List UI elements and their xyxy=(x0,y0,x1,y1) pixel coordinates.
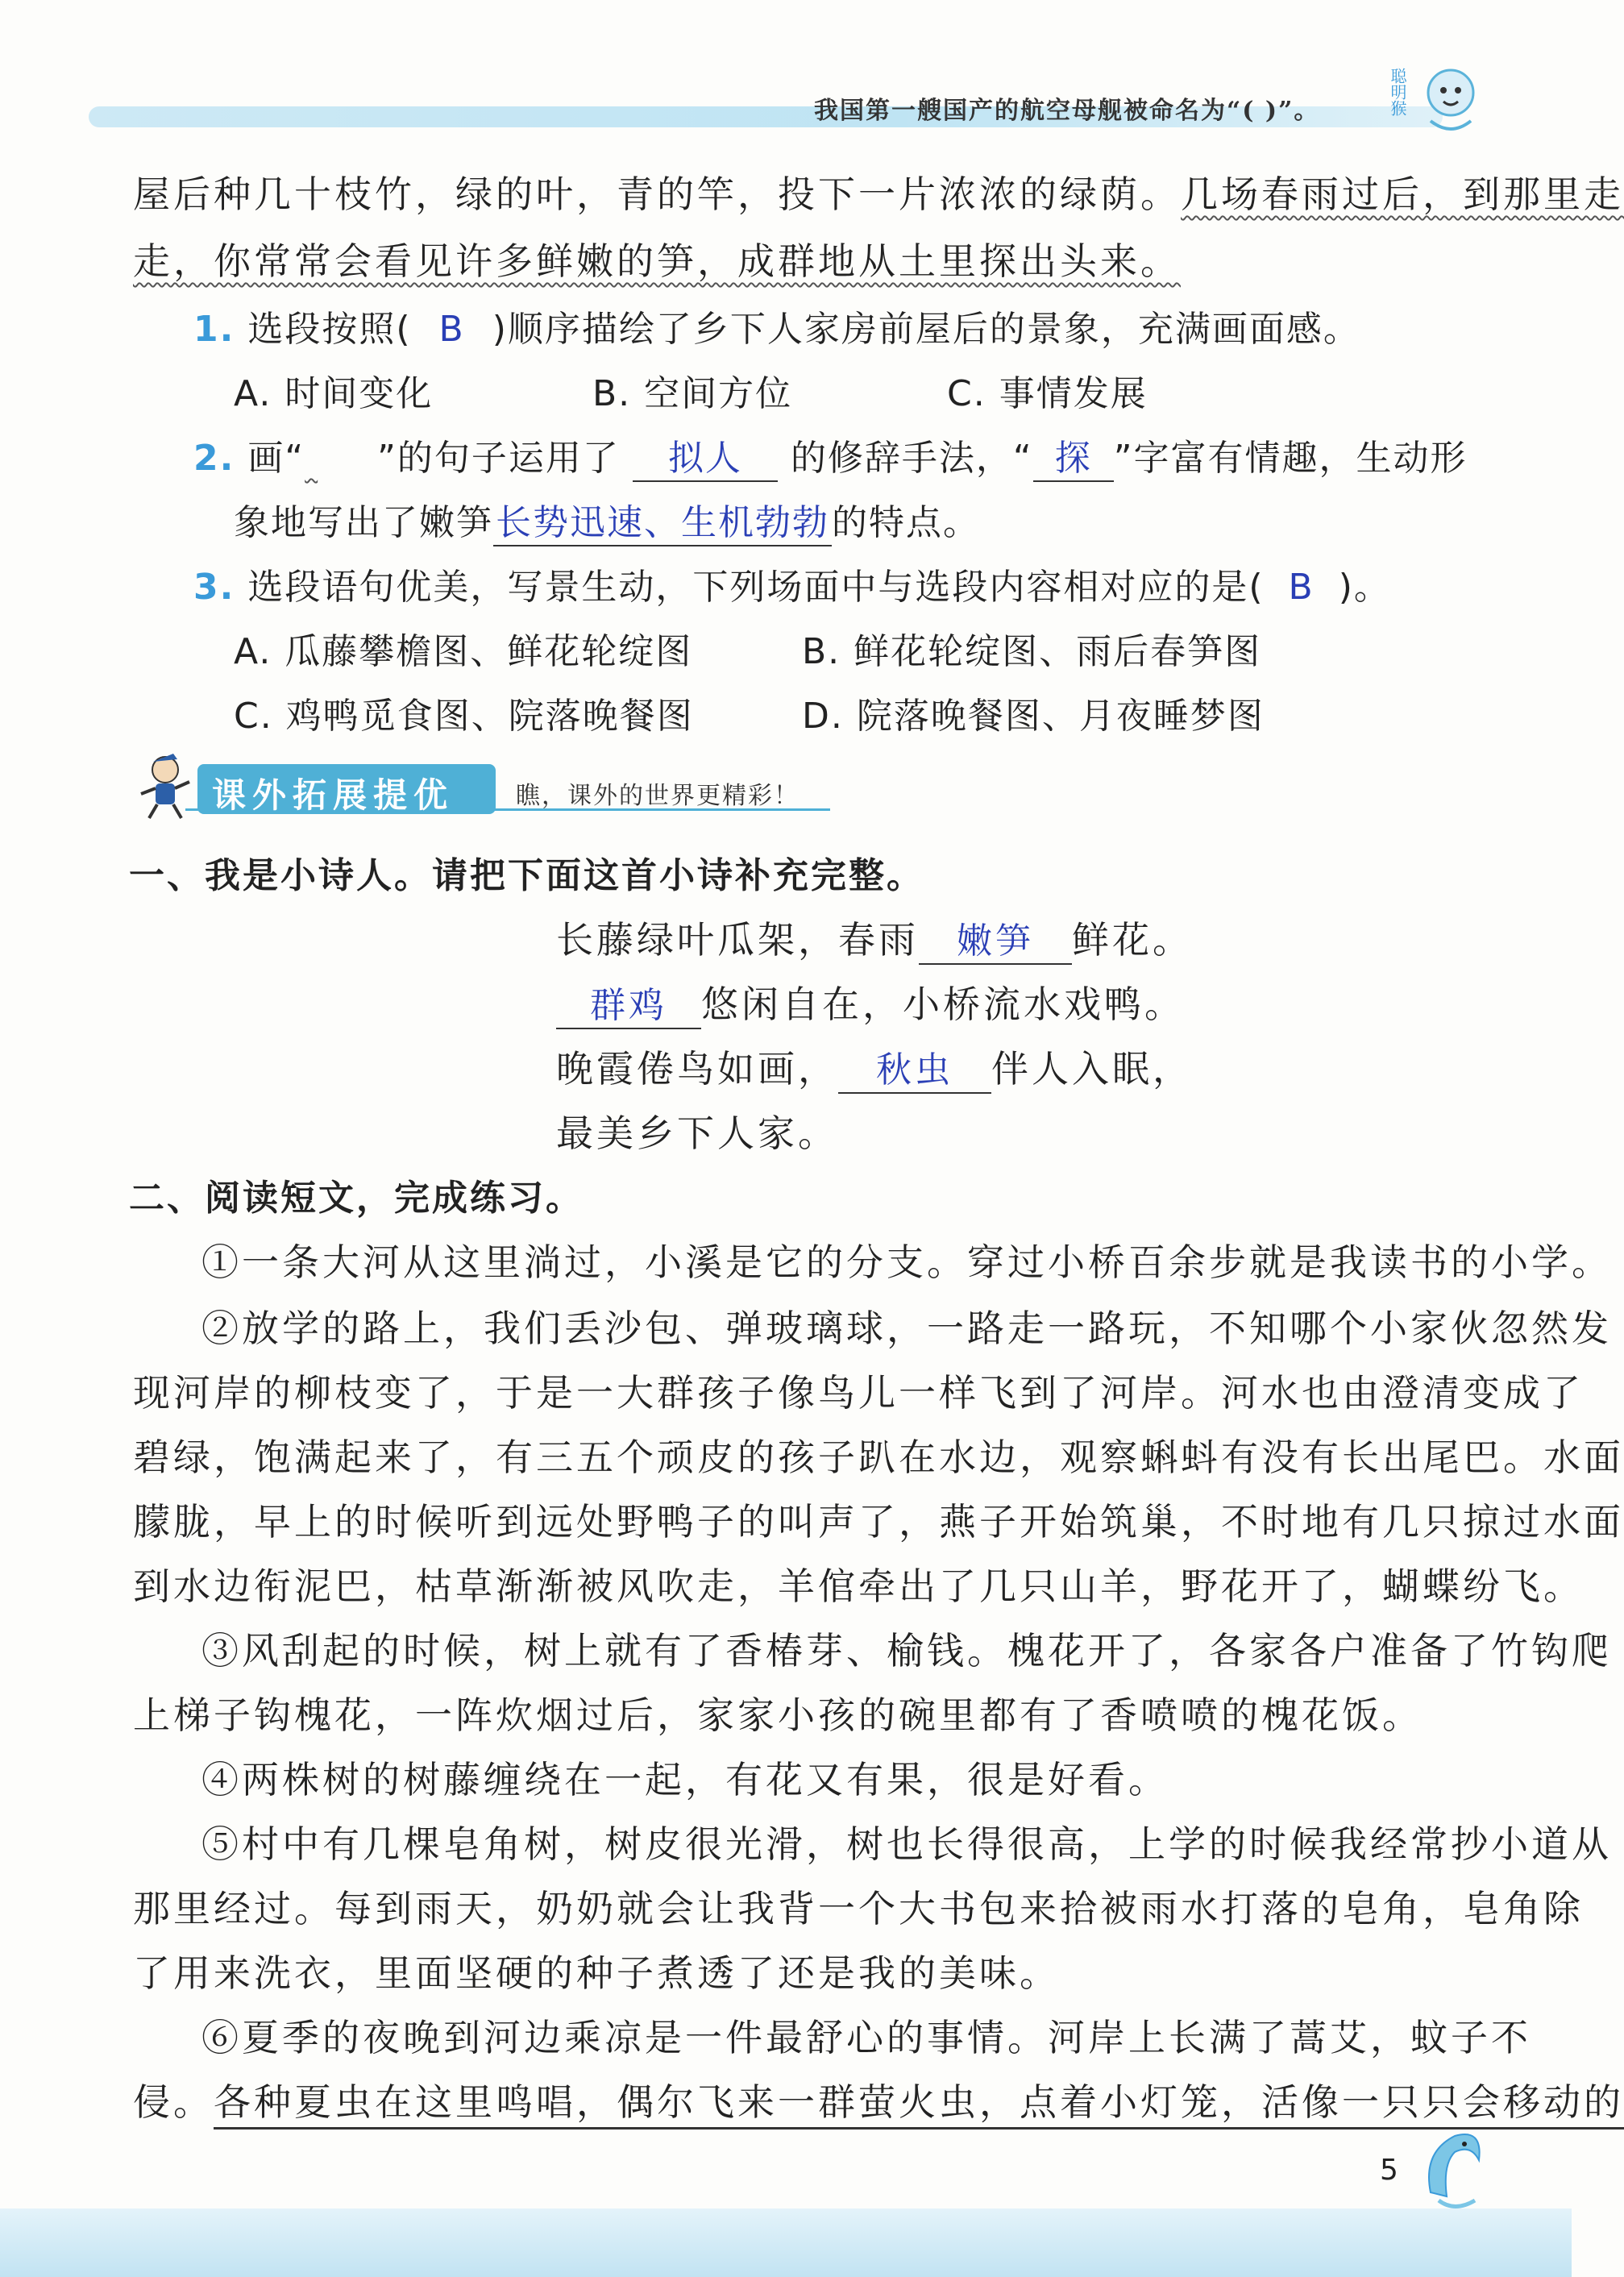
question-2-line-1 xyxy=(193,429,1468,482)
question-2-line-2 xyxy=(234,493,980,546)
para-2-line-3: 碧绿，饱满起来了，有三五个顽皮的孩子趴在水边，观察蝌蚪有没有长出尾巴。水面 xyxy=(133,1436,1624,1479)
para-5-line-3: 了用来洗衣，里面坚硬的种子煮透了还是我的美味。 xyxy=(133,1951,1060,1995)
q2-answer-feature[interactable]: 长势迅速、生机勃勃 xyxy=(493,493,832,546)
poem-line-4: 最美乡下人家。 xyxy=(556,1111,838,1155)
para-3-line-1: ③风刮起的时候，树上就有了香椿芽、榆钱。槐花开了，各家各户准备了竹钩爬 xyxy=(201,1629,1612,1672)
q1-text-after: )顺序描绘了乡下人家房前屋后的景象，充满画面感。 xyxy=(492,309,1360,350)
q1-option-b: B. 空间方位 xyxy=(592,373,793,414)
q2-answer-word[interactable]: 探 xyxy=(1033,429,1114,482)
q3-number: 3. xyxy=(193,567,235,608)
underlined-sentence: 各种夏虫在这里鸣唱，偶尔飞来一群萤火虫，点着小灯笼，活像一只只会移动的 xyxy=(214,2080,1624,2129)
poem-line-2-after: 悠闲自在，小桥流水戏鸭。 xyxy=(701,983,1185,1026)
wavy-sentence-part1: 几场春雨过后，到那里走 xyxy=(1181,172,1624,216)
q1-number: 1. xyxy=(193,309,235,350)
poem-line-1 xyxy=(556,911,1193,965)
passage-line-2 xyxy=(133,232,1181,285)
para-5-line-2: 那里经过。每到雨天，奶奶就会让我背一个大书包来拾被雨水打落的皂角，皂角除 xyxy=(133,1887,1584,1930)
page-number: 5 xyxy=(1380,2154,1398,2187)
poem-answer-2[interactable]: 群鸡 xyxy=(556,976,701,1029)
passage-line-1-text: 屋后种几十枝竹，绿的叶，青的竿，投下一片浓浓的绿荫。 xyxy=(133,172,1181,216)
para-2-line-5: 到水边衔泥巴，枯草渐渐被风吹走，羊倌牵出了几只山羊，野花开了，蝴蝶纷飞。 xyxy=(133,1564,1584,1608)
q2-part4: ”字富有情趣，生动形 xyxy=(1113,438,1468,479)
para-4: ④两株树的树藤缠绕在一起，有花又有果，很是好看。 xyxy=(201,1758,1169,1801)
q3-text-before: 选段语句优美，写景生动，下列场面中与选段内容相对应的是( xyxy=(247,567,1265,608)
dolphin-icon xyxy=(1414,2120,1495,2220)
q1-text-before: 选段按照( xyxy=(247,309,412,350)
poem-line-1-after: 鲜花。 xyxy=(1072,918,1193,962)
para-1: ①一条大河从这里淌过，小溪是它的分支。穿过小桥百余步就是我读书的小学。 xyxy=(201,1240,1612,1284)
para-2-line-4: 朦胧，早上的时候听到远处野鸭子的叫声了，燕子开始筑巢，不时地有几只掠过水面 xyxy=(133,1500,1624,1544)
section-2-title: 二、阅读短文，完成练习。 xyxy=(129,1178,584,1219)
q1-answer[interactable]: B xyxy=(438,309,465,350)
para-6-line-2 xyxy=(133,2073,1624,2126)
banner-subtitle: 瞧，课外的世界更精彩！ xyxy=(516,782,800,810)
q2-part2: ”的句子运用了 xyxy=(377,438,620,479)
passage-line-1 xyxy=(133,165,1624,218)
header-question: 我国第一艘国产的航空母舰被命名为“( )”。 xyxy=(814,97,1320,125)
q2-part1: 画“ xyxy=(247,438,305,479)
q3-answer[interactable]: B xyxy=(1288,567,1315,608)
section-1-title: 一、我是小诗人。请把下面这首小诗补充完整。 xyxy=(129,855,924,896)
q1-option-a: A. 时间变化 xyxy=(234,373,434,414)
para-5-line-1: ⑤村中有几棵皂角树，树皮很光滑，树也长得很高，上学的时候我经常抄小道从 xyxy=(201,1822,1612,1866)
section-banner xyxy=(197,764,496,814)
footer-band xyxy=(0,2208,1572,2277)
q3-option-a: A. 瓜藤攀檐图、鲜花轮绽图 xyxy=(234,631,693,672)
mascot-label: 聪明猴 xyxy=(1388,68,1407,116)
poem-line-3 xyxy=(556,1040,1193,1094)
question-1 xyxy=(193,300,1360,351)
wavy-marker-icon xyxy=(305,438,377,479)
para-6-line-2-start: 侵。 xyxy=(133,2080,214,2124)
poem-line-2 xyxy=(556,975,1185,1029)
para-3-line-2: 上梯子钩槐花，一阵炊烟过后，家家小孩的碗里都有了香喷喷的槐花饭。 xyxy=(133,1693,1423,1737)
poem-line-1-before: 长藤绿叶瓜架，春雨 xyxy=(556,918,919,962)
question-3 xyxy=(193,558,1391,609)
poem-line-3-after: 伴人入眠， xyxy=(991,1047,1193,1091)
q2-part3: 的修辞手法，“ xyxy=(790,438,1033,479)
q1-option-c: C. 事情发展 xyxy=(947,373,1148,414)
q3-option-d: D. 院落晚餐图、月夜睡梦图 xyxy=(802,696,1265,737)
q2-number: 2. xyxy=(193,438,235,479)
poem-line-3-before: 晚霞倦鸟如画， xyxy=(556,1047,838,1091)
poem-answer-3[interactable]: 秋虫 xyxy=(838,1041,991,1094)
q2-line2-before: 象地写出了嫩笋 xyxy=(234,502,493,543)
wavy-sentence-part2: 走，你常常会看见许多鲜嫩的笋，成群地从土里探出头来。 xyxy=(133,239,1181,283)
q3-option-c: C. 鸡鸭觅食图、院落晚餐图 xyxy=(234,696,694,737)
q3-option-b: B. 鲜花轮绽图、雨后春笋图 xyxy=(802,631,1262,672)
q3-text-after: )。 xyxy=(1338,567,1391,608)
para-2-line-1: ②放学的路上，我们丢沙包、弹玻璃球，一路走一路玩，不知哪个小家伙忽然发 xyxy=(201,1307,1612,1350)
q2-line2-after: 的特点。 xyxy=(832,502,980,543)
para-6-line-1: ⑥夏季的夜晚到河边乘凉是一件最舒心的事情。河岸上长满了蒿艾，蚊子不 xyxy=(201,2016,1531,2059)
poem-answer-1[interactable]: 嫩笋 xyxy=(919,912,1072,965)
banner-title: 课外拓展提优 xyxy=(212,775,455,815)
q2-answer-rhetoric[interactable]: 拟人 xyxy=(633,429,778,482)
running-kid-icon xyxy=(129,750,201,825)
para-2-line-2: 现河岸的柳枝变了，于是一大群孩子像鸟儿一样飞到了河岸。河水也由澄清变成了 xyxy=(133,1371,1584,1415)
